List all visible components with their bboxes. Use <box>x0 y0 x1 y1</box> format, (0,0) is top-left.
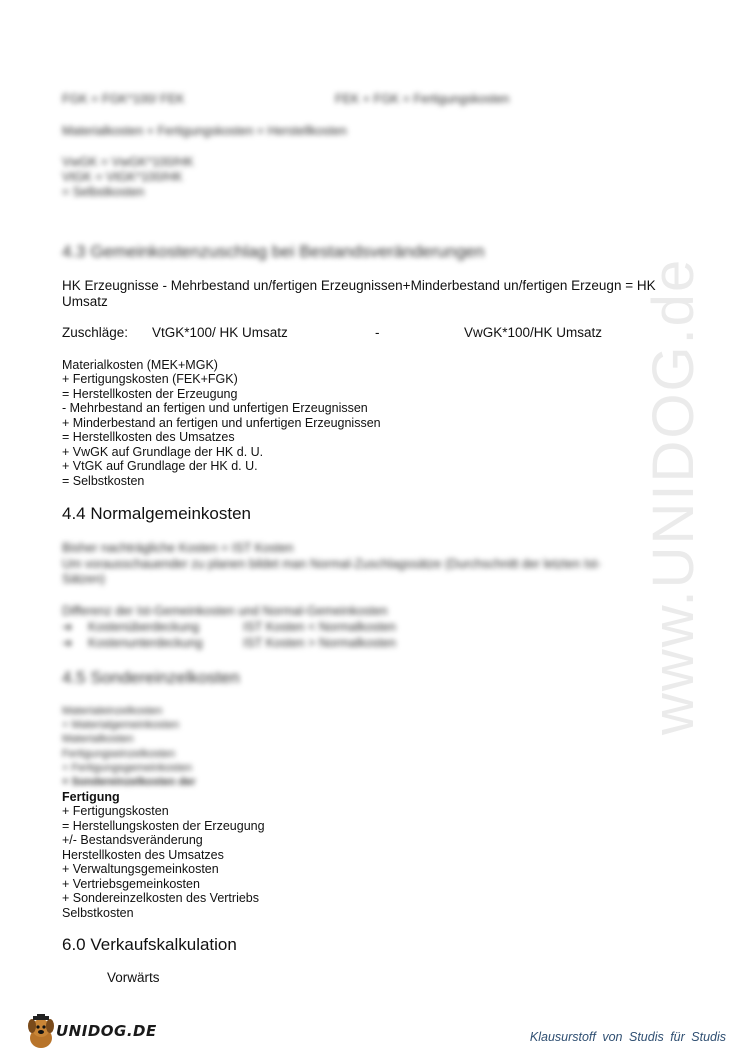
watermark: www.UNIDOG.de <box>641 257 706 735</box>
arrow-bullet-row <box>62 620 199 635</box>
blurred-formula-line: VwGK = VwGK*100/HK <box>62 155 194 169</box>
formula-text: Umsatz <box>62 294 108 309</box>
calc-line: = Herstellungskosten der Erzeugung <box>62 819 265 833</box>
calc-line: + Fertigungskosten (FEK+FGK) <box>62 372 238 386</box>
blurred-calc-line: + Materialgemeinkosten <box>62 719 180 731</box>
blurred-text-line: Bisher nachträgliche Kosten = IST Kosten <box>62 541 294 555</box>
arrow-bullet-text: Kostenunterdeckung <box>88 636 203 650</box>
calc-line: + Fertigungskosten <box>62 804 169 818</box>
zuschlaege-formula: VtGK*100/ HK Umsatz <box>152 325 288 340</box>
blurred-text-line: Sätzen) <box>62 572 106 586</box>
arrow-bullet-text: IST Kosten > Normalkosten <box>243 636 396 650</box>
blurred-calc-line: Materialkosten <box>62 733 134 745</box>
bold-calc-line: Fertigung <box>62 790 120 804</box>
formula-text: HK Erzeugnisse - Mehrbestand un/fertigen Erzeugnissen+Minderbestand un/fertigen Erzeugn = HK <box>62 278 656 293</box>
blurred-calc-line: + Fertigungsgemeinkosten <box>62 762 192 774</box>
calc-line: - Mehrbestand an fertigen und unfertigen Erzeugnissen <box>62 401 368 415</box>
zuschlaege-formula: VwGK*100/HK Umsatz <box>464 325 603 340</box>
blurred-formula-line: = Selbstkosten <box>62 185 145 199</box>
section-heading: 6.0 Verkaufskalkulation <box>62 935 237 954</box>
calc-line: + VwGK auf Grundlage der HK d. U. <box>62 445 264 459</box>
blurred-formula-line: FGK = FGK*100/ FEK <box>62 92 185 106</box>
blurred-formula-line: FEK + FGK = Fertigungskosten <box>335 92 510 106</box>
arrow-right-icon: ➔ <box>62 620 73 634</box>
blurred-calc-line: + Sondereinzelkosten der <box>62 776 196 788</box>
arrow-right-icon: ➔ <box>62 636 73 650</box>
calc-line: = Selbstkosten <box>62 474 145 488</box>
blurred-text-line: Um vorausschauender zu planen bildet man Normal-Zuschlagssätze (Durchschnitt der letzten Ist- <box>62 557 602 571</box>
zuschlaege-label: Zuschläge: <box>62 325 129 340</box>
logo-text: UNIDOG.DE <box>56 1022 157 1040</box>
zuschlaege-separator: - <box>375 325 380 340</box>
unidog-logo <box>22 1012 157 1052</box>
blurred-formula-line: Materialkosten + Fertigungskosten = Herstellkosten <box>62 124 347 138</box>
arrow-bullet-row <box>62 636 203 651</box>
footer-tagline: Klausurstoff von Studis für Studis <box>529 1030 726 1044</box>
blurred-formula-line: VtGK = VtGK*100/HK <box>62 170 183 184</box>
blurred-calc-line: Fertigungseinzelkosten <box>62 748 176 760</box>
sub-text: Vorwärts <box>107 970 160 985</box>
section-heading: 4.4 Normalgemeinkosten <box>62 504 251 523</box>
calc-line: Materialkosten (MEK+MGK) <box>62 358 218 372</box>
calc-line: +/- Bestandsveränderung <box>62 833 203 847</box>
blurred-calc-line: Materialeinzelkosten <box>62 705 163 717</box>
dog-mascot-icon <box>22 1014 60 1052</box>
section-heading: 4.3 Gemeinkostenzuschlag bei Bestandsveränderungen <box>62 242 485 261</box>
calc-line: + Verwaltungsgemeinkosten <box>62 862 219 876</box>
calc-line: + VtGK auf Grundlage der HK d. U. <box>62 459 258 473</box>
calc-line: = Herstellkosten des Umsatzes <box>62 430 235 444</box>
section-heading: 4.5 Sondereinzelkosten <box>62 668 240 687</box>
calc-line: + Sondereinzelkosten des Vertriebs <box>62 891 259 905</box>
calc-line: + Minderbestand an fertigen und unfertigen Erzeugnissen <box>62 416 381 430</box>
calc-line: Herstellkosten des Umsatzes <box>62 848 224 862</box>
arrow-bullet-text: IST Kosten < Normalkosten <box>243 620 396 634</box>
calc-line: + Vertriebsgemeinkosten <box>62 877 200 891</box>
calc-line: Selbstkosten <box>62 906 134 920</box>
calc-line: = Herstellkosten der Erzeugung <box>62 387 238 401</box>
blurred-text-line: Differenz der Ist-Gemeinkosten und Normal-Gemeinkosten <box>62 604 388 618</box>
arrow-bullet-text: Kostenüberdeckung <box>88 620 200 634</box>
